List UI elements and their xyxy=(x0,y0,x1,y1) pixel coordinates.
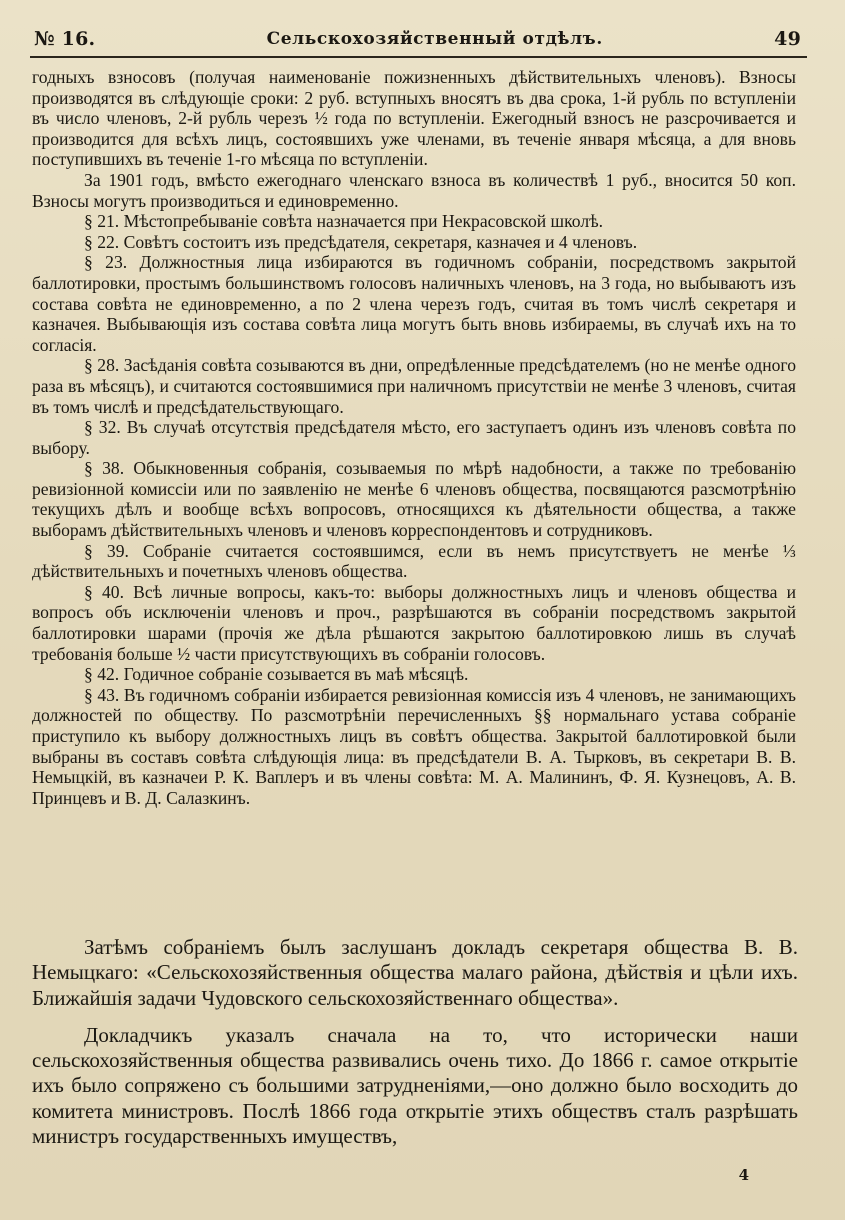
paragraph: годныхъ взносовъ (получая наименованіе пожизненныхъ дѣйствительныхъ членовъ). Взносы производятся въ слѣдующіе сроки: 2 руб. вступныхъ вносятъ въ два срока, 1-й рубль по вступленіи въ число членовъ, 2-й рубль черезъ ½ года по вступленіи. Ежегодный взносъ не разсрочивается и производится для всѣхъ лицъ, состоявшихъ уже членами, въ теченіе января мѣсяца, а для вновь поступившихъ въ теченіе 1-го мѣсяца по вступленіи. xyxy=(32,67,796,170)
paragraph: § 38. Обыкновенныя собранія, созываемыя по мѣрѣ надобности, а также по требованію ревизіонной комиссіи или по заявленію не менѣе 6 членовъ общества, посвящаются разсмотрѣнію текущихъ дѣлъ и вообще всѣхъ вопросовъ, относящихся къ дѣятельности общества, а также выборамъ дѣйствительныхъ членовъ и членовъ корреспондентовъ и сотрудниковъ. xyxy=(32,458,796,541)
paragraph: § 42. Годичное собраніе созывается въ маѣ мѣсяцѣ. xyxy=(84,664,469,685)
paragraph: Затѣмъ собраніемъ былъ заслушанъ докладъ секретаря общества В. В. Немыцкаго: «Сельскохозяйственныя общества малаго района, дѣйствія и цѣли ихъ. Ближайшія задачи Чудовского сельскохозяйственнаго общества». xyxy=(32,935,798,1010)
paragraph: Докладчикъ указалъ сначала на то, что исторически наши сельскохозяйственныя общества развивались очень тихо. До 1866 г. самое открытіе ихъ было сопряжено съ большими затрудненіями,—оно должно было восходить до комитета министровъ. Послѣ 1866 года открытіе этихъ обществъ сталъ разрѣшать министръ государственныхъ имуществъ, xyxy=(32,1022,798,1149)
paragraph: § 21. Мѣстопребываніе совѣта назначается при Некрасовской школѣ. xyxy=(84,211,604,232)
header-rule xyxy=(30,56,807,58)
issue-number: № 16. xyxy=(34,28,96,50)
section-title: Сельскохозяйственный отдѣлъ. xyxy=(266,29,603,49)
paragraph: § 23. Должностныя лица избираются въ годичномъ собраніи, посредствомъ закрытой баллотировки, простымъ большинствомъ голосовъ наличныхъ членовъ, на 3 года, но выбываютъ изъ состава совѣта не единовременно, а по 2 члена черезъ годъ, считая въ томъ числѣ секретаря и казначея. Выбывающія изъ состава совѣта лица могутъ быть вновь избираемы, въ случаѣ ихъ на то согласія. xyxy=(32,252,796,355)
statute-text xyxy=(32,67,796,808)
paragraph: § 28. Засѣданія совѣта созываются въ дни, опредѣленные предсѣдателемъ (но не менѣе одного раза въ мѣсяцъ), и считаются состоявшимися при наличномъ присутствіи не менѣе 3 членовъ, считая въ томъ числѣ и предсѣдательствующаго. xyxy=(32,355,796,417)
paragraph: § 22. Совѣтъ состоитъ изъ предсѣдателя, секретаря, казначея и 4 членовъ. xyxy=(84,231,638,252)
report-text xyxy=(32,935,798,1149)
paragraph: За 1901 годъ, вмѣсто ежегоднаго членскаго взноса въ количествѣ 1 руб., вносится 50 коп. Взносы могутъ производиться и единовременно. xyxy=(32,169,796,211)
signature-mark: 4 xyxy=(738,1166,749,1184)
paragraph: § 40. Всѣ личные вопросы, какъ-то: выборы должностныхъ лицъ и членовъ общества и вопросъ объ исключеніи членовъ и проч., разрѣшаются въ собраніи посредствомъ закрытой баллотировки шарами (прочія же дѣла рѣшаются закрытою баллотировкою лишь въ случаѣ требованія больше ½ части присутствующихъ въ собраніи голосовъ. xyxy=(32,581,796,664)
page-number: 49 xyxy=(774,28,801,50)
paragraph: § 43. Въ годичномъ собраніи избирается ревизіонная комиссія изъ 4 членовъ, не занимающихъ должностей по обществу. По разсмотрѣніи перечисленныхъ §§ нормальнаго устава собраніе приступило къ выбору должностныхъ лицъ въ совѣтъ общества. Закрытой баллотировкой были выбраны въ составъ совѣта слѣдующія лица: въ предсѣдатели В. А. Тырковъ, въ секретари В. В. Немыцкій, въ казначеи Р. К. Ваплеръ и въ члены совѣта: М. А. Малининъ, Ф. Я. Кузнецовъ, А. В. Принцевъ и В. Д. Салазкинъ. xyxy=(32,684,796,808)
paragraph: § 39. Собраніе считается состоявшимся, если въ немъ присутствуетъ не менѣе ⅓ дѣйствительныхъ и почетныхъ членовъ общества. xyxy=(32,540,796,582)
running-header xyxy=(34,22,801,56)
paragraph: § 32. Въ случаѣ отсутствія предсѣдателя мѣсто, его заступаетъ одинъ изъ членовъ совѣта по выбору. xyxy=(32,417,796,458)
